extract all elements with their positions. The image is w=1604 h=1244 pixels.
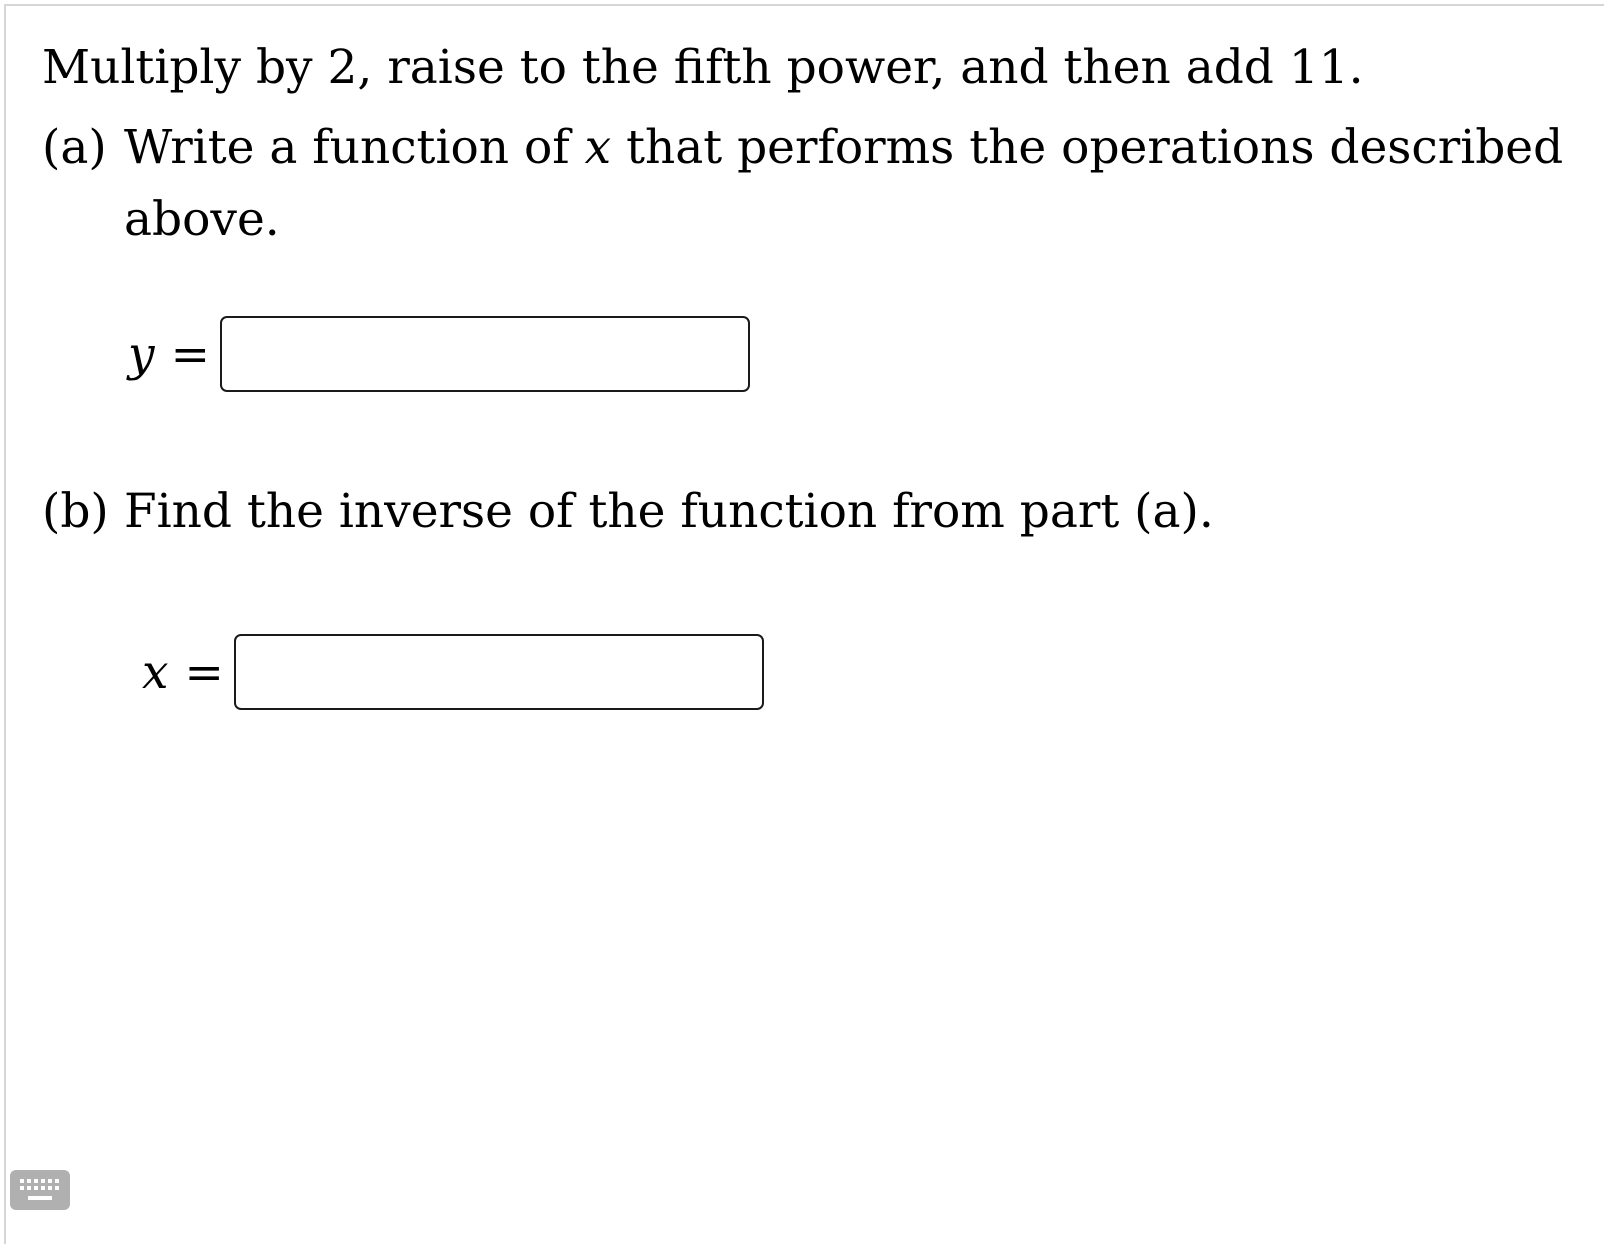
part-a-prompt-continued: above. bbox=[124, 192, 280, 247]
part-a-answer-row bbox=[128, 316, 750, 392]
part-b-answer-row bbox=[142, 634, 764, 710]
part-a-text-end: that performs the operations described bbox=[611, 120, 1564, 175]
problem-statement: Multiply by 2, raise to the fifth power, and then add 11. bbox=[42, 40, 1364, 95]
part-b-prompt bbox=[42, 484, 1214, 539]
part-b-equation-label bbox=[142, 644, 234, 700]
part-a-answer-variable: y bbox=[128, 326, 155, 382]
question-frame bbox=[4, 4, 1604, 1244]
part-b-answer-variable: x bbox=[142, 644, 169, 700]
part-b-text: Find the inverse of the function from part (a). bbox=[124, 484, 1214, 539]
keyboard-toggle-button[interactable] bbox=[10, 1170, 70, 1210]
part-a-equation-label bbox=[128, 326, 220, 382]
part-a-prompt bbox=[42, 120, 1564, 175]
part-b-equals-sign: = bbox=[184, 644, 224, 700]
part-b-answer-input[interactable] bbox=[234, 634, 764, 710]
part-b-label: (b) bbox=[42, 484, 109, 539]
part-a-variable: x bbox=[584, 120, 612, 175]
part-a-text-start: Write a function of bbox=[124, 120, 585, 175]
part-a-label: (a) bbox=[42, 120, 107, 175]
part-a-equals-sign: = bbox=[170, 326, 210, 382]
part-a-answer-input[interactable] bbox=[220, 316, 750, 392]
keyboard-icon bbox=[19, 1178, 61, 1204]
